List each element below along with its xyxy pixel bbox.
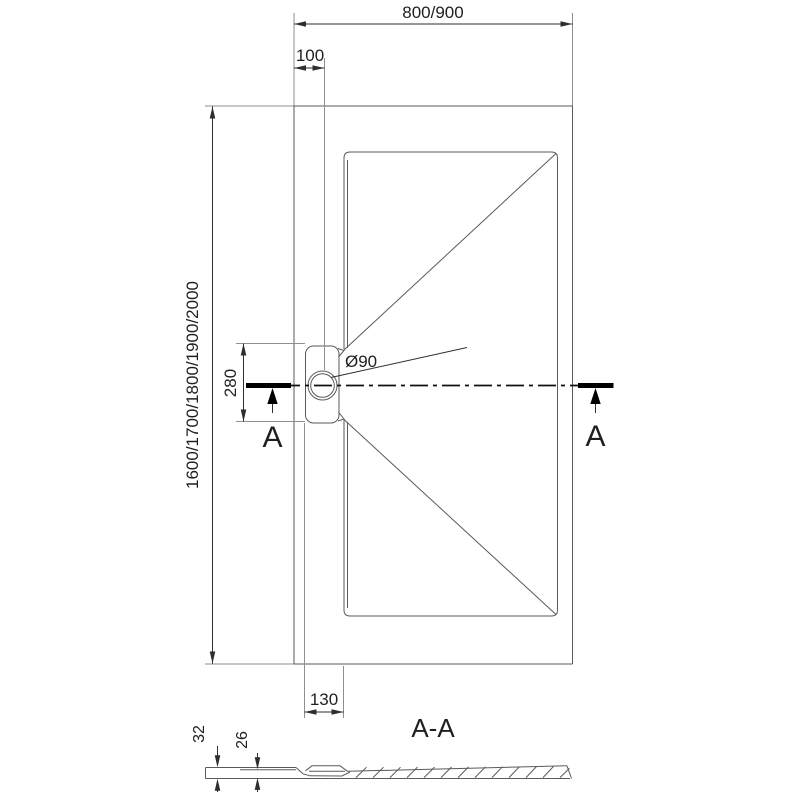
dim-length-label: 1600/1700/1800/1900/2000 xyxy=(183,281,202,489)
section-letter-left: A xyxy=(262,421,283,454)
dim-100-label: 100 xyxy=(295,46,325,65)
section-title: A-A xyxy=(411,713,455,743)
dim-130-arrow-left xyxy=(305,709,317,715)
dim-length-arrow-top xyxy=(210,107,216,119)
section-letter-right: A xyxy=(585,420,606,453)
slope-diagonal-upper xyxy=(344,154,556,351)
section-arrow-left xyxy=(267,388,277,404)
dim-280-arrow-bottom xyxy=(241,410,247,422)
plan-view xyxy=(183,3,614,718)
dim-26-label: 26 xyxy=(234,731,251,749)
dim-drain-offset-bottom xyxy=(305,423,344,718)
tray-outline xyxy=(205,13,573,664)
dim-130-arrow-right xyxy=(332,709,344,715)
profile-right-cap xyxy=(567,766,572,779)
dim-32-arrow-bottom xyxy=(215,779,221,791)
profile-drain-plate-top xyxy=(306,766,348,772)
dim-inner-height xyxy=(234,731,260,792)
dim-length xyxy=(183,107,215,664)
floor-outline xyxy=(344,152,558,616)
dim-100-arrow-right xyxy=(313,65,325,71)
dim-100-arrow-left xyxy=(294,65,306,71)
dim-32-label: 32 xyxy=(191,725,208,743)
dim-diameter-label: Ø90 xyxy=(345,352,378,371)
profile-step xyxy=(296,768,303,774)
dim-width-arrow-left xyxy=(294,21,306,27)
section-arrow-right xyxy=(590,388,600,404)
dim-drain-channel xyxy=(221,344,305,422)
section-view xyxy=(191,713,572,792)
dim-280-arrow-top xyxy=(241,344,247,356)
section-cut-line xyxy=(246,386,614,455)
floor-rect xyxy=(344,152,558,616)
dim-280-label: 280 xyxy=(221,368,240,398)
slope-diagonal-lower xyxy=(344,420,556,615)
dim-length-arrow-bottom xyxy=(210,652,216,664)
dim-width xyxy=(294,3,573,27)
profile-recess-floor xyxy=(303,772,350,776)
dim-drain-offset-top xyxy=(294,46,325,370)
section-profile xyxy=(206,766,572,779)
dim-total-height xyxy=(191,725,220,792)
dim-32-arrow-top xyxy=(215,755,221,767)
dim-drain-diameter xyxy=(331,348,467,378)
dim-width-arrow-right xyxy=(561,21,573,27)
dim-130-label: 130 xyxy=(309,690,339,709)
dim-26-arrow-bottom xyxy=(255,778,261,790)
dim-width-label: 800/900 xyxy=(402,3,464,22)
